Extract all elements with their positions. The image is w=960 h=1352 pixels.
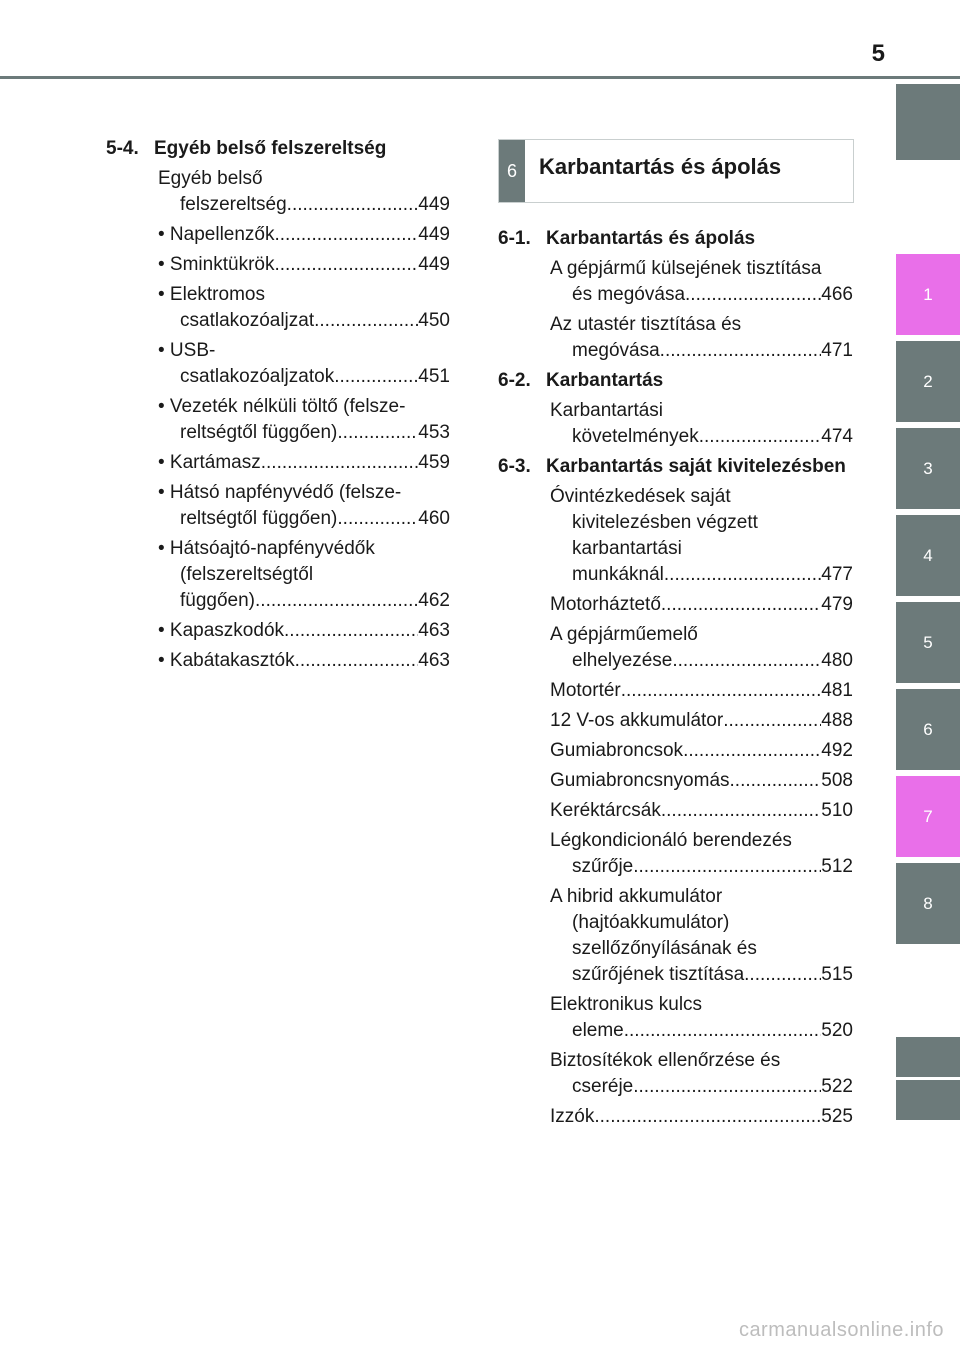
toc-page-number: 479 xyxy=(821,594,853,615)
toc-entry[interactable] xyxy=(106,536,450,614)
toc-entry-text: Keréktárcsák xyxy=(550,800,661,821)
toc-entry-text: eleme xyxy=(572,1020,624,1041)
toc-entry-text: Izzók xyxy=(550,1106,595,1127)
chapter-number: 6 xyxy=(499,140,525,202)
chapter-tab-blank[interactable] xyxy=(896,84,960,160)
toc-entry[interactable] xyxy=(498,768,853,794)
dot-leader xyxy=(699,424,822,450)
toc-entry[interactable] xyxy=(106,166,450,218)
toc-entry-line: • USB- xyxy=(158,340,216,361)
toc-entry-lastline xyxy=(550,282,853,308)
toc-entry-text: követelmények xyxy=(572,426,699,447)
chapter-tab-7[interactable]: 7 xyxy=(896,776,960,857)
section-number: 5-4. xyxy=(106,138,139,159)
section-heading xyxy=(498,226,853,252)
dot-leader xyxy=(633,1074,821,1100)
chapter-tab-6[interactable]: 6 xyxy=(896,689,960,770)
toc-page-number: 459 xyxy=(418,452,450,473)
dot-leader xyxy=(337,506,418,532)
toc-entry[interactable] xyxy=(498,798,853,824)
toc-entry[interactable] xyxy=(498,484,853,588)
toc-page-number: 449 xyxy=(418,254,450,275)
toc-page-number: 508 xyxy=(821,770,853,791)
chapter-tab-blank[interactable] xyxy=(896,1080,960,1120)
toc-entry-text: reltségtől függően) xyxy=(180,508,338,529)
toc-page-number: 481 xyxy=(821,680,853,701)
toc-entry-line: • Elektromos xyxy=(158,284,265,305)
toc-entry-line: (hajtóakkumulátor) xyxy=(572,912,730,933)
toc-entry[interactable] xyxy=(106,222,450,248)
toc-page-number: 449 xyxy=(418,224,450,245)
section-heading xyxy=(498,368,853,394)
section-title: Egyéb belső felszereltség xyxy=(154,138,387,159)
toc-entry-lastline xyxy=(550,768,853,794)
toc-entry-lastline xyxy=(158,420,450,446)
toc-entry-text: Motortér xyxy=(550,680,621,701)
dot-leader xyxy=(624,1018,822,1044)
toc-page-number: 460 xyxy=(418,508,450,529)
toc-entry-lastline xyxy=(158,364,450,390)
toc-entry-text: Gumiabroncsnyomás xyxy=(550,770,730,791)
toc-entry-line: Óvintézkedések saját xyxy=(550,486,731,507)
toc-entry-line: kivitelezésben végzett xyxy=(572,512,758,533)
toc-entry[interactable] xyxy=(106,618,450,644)
header-rule xyxy=(0,76,960,79)
toc-entry-text: függően) xyxy=(180,590,256,611)
toc-entry[interactable] xyxy=(498,312,853,364)
toc-entry[interactable] xyxy=(498,592,853,618)
toc-entry[interactable] xyxy=(498,678,853,704)
toc-page-number: 510 xyxy=(821,800,853,821)
toc-page-number: 480 xyxy=(821,650,853,671)
toc-entry-lastline xyxy=(158,648,450,674)
toc-entry-text: 12 V-os akkumulátor xyxy=(550,710,724,731)
toc-entry-lastline xyxy=(550,738,853,764)
toc-entry-line: karbantartási xyxy=(572,538,682,559)
toc-entry[interactable] xyxy=(106,394,450,446)
toc-entry-line: Egyéb belső xyxy=(158,168,263,189)
toc-entry-lastline xyxy=(550,1018,853,1044)
toc-entry-text: szűrőjének tisztítása xyxy=(572,964,745,985)
toc-entry-text: • Napellenzők xyxy=(158,224,275,245)
toc-page-number: 466 xyxy=(821,284,853,305)
chapter-tab-4[interactable]: 4 xyxy=(896,515,960,596)
toc-entry-text: megóvása xyxy=(572,340,660,361)
toc-entry-text: reltségtől függően) xyxy=(180,422,338,443)
toc-entry-lastline xyxy=(550,708,853,734)
chapter-tab-8[interactable]: 8 xyxy=(896,863,960,944)
toc-entry[interactable] xyxy=(106,252,450,278)
section-title: Karbantartás saját kivitelezésben xyxy=(546,456,846,477)
toc-entry-lastline xyxy=(550,424,853,450)
dot-leader xyxy=(261,450,419,476)
toc-entry-lastline xyxy=(158,222,450,248)
toc-entry-text: szűrője xyxy=(572,856,634,877)
toc-entry[interactable] xyxy=(106,282,450,334)
watermark: carmanualsonline.info xyxy=(738,1319,944,1341)
toc-entry-lastline xyxy=(158,618,450,644)
toc-entry-text: csatlakozóaljzat xyxy=(180,310,315,331)
section-heading xyxy=(106,136,450,162)
toc-entry-text: elhelyezése xyxy=(572,650,673,671)
toc-entry-text: Gumiabroncsok xyxy=(550,740,684,761)
dot-leader xyxy=(337,420,418,446)
section-heading xyxy=(498,454,853,480)
dot-leader xyxy=(284,618,418,644)
toc-page-number: 449 xyxy=(418,194,450,215)
toc-page-number: 463 xyxy=(418,620,450,641)
dot-leader xyxy=(730,768,822,794)
toc-page-number: 450 xyxy=(418,310,450,331)
toc-entry-lastline xyxy=(158,588,450,614)
toc-page-number: 488 xyxy=(821,710,853,731)
section-number: 6-3. xyxy=(498,456,531,477)
toc-entry-text: és megóvása xyxy=(572,284,686,305)
toc-entry[interactable] xyxy=(498,708,853,734)
toc-entry-lastline xyxy=(158,308,450,334)
dot-leader xyxy=(274,252,418,278)
toc-entry-text: • Kartámasz xyxy=(158,452,261,473)
toc-page-number: 522 xyxy=(821,1076,853,1097)
toc-page-number: 512 xyxy=(821,856,853,877)
chapter-tab-3[interactable]: 3 xyxy=(896,428,960,509)
toc-entry-text: csatlakozóaljzatok xyxy=(180,366,335,387)
toc-entry-text: munkáknál xyxy=(572,564,664,585)
toc-entry-line: Elektronikus kulcs xyxy=(550,994,703,1015)
toc-entry-line: A hibrid akkumulátor xyxy=(550,886,723,907)
toc-entry-lastline xyxy=(550,854,853,880)
toc-entry-text: • Kapaszkodók xyxy=(158,620,285,641)
chapter-tab-5[interactable]: 5 xyxy=(896,602,960,683)
toc-entry[interactable] xyxy=(106,480,450,532)
dot-leader xyxy=(664,562,821,588)
toc-entry[interactable] xyxy=(498,828,853,880)
toc-entry-lastline xyxy=(550,338,853,364)
chapter-tab-2[interactable]: 2 xyxy=(896,341,960,422)
toc-entry-line: (felszereltségtől xyxy=(180,564,314,585)
dot-leader xyxy=(660,338,822,364)
dot-leader xyxy=(661,592,821,618)
dot-leader xyxy=(685,282,821,308)
toc-entry-text: cseréje xyxy=(572,1076,634,1097)
toc-entry-text: • Kabátakasztók xyxy=(158,650,295,671)
right-column xyxy=(498,226,853,1134)
toc-entry-lastline xyxy=(550,648,853,674)
toc-entry[interactable] xyxy=(498,738,853,764)
toc-entry[interactable] xyxy=(498,1104,853,1130)
toc-entry-text: • Sminktükrök xyxy=(158,254,275,275)
section-number: 6-1. xyxy=(498,228,531,249)
toc-entry-line: A gépjármű külsejének tisztítása xyxy=(550,258,822,279)
toc-entry-line: A gépjárműemelő xyxy=(550,624,698,645)
section-number: 6-2. xyxy=(498,370,531,391)
toc-entry[interactable] xyxy=(498,884,853,988)
dot-leader xyxy=(744,962,821,988)
toc-entry-line: • Hátsóajtó-napfényvédők xyxy=(158,538,375,559)
toc-entry[interactable] xyxy=(498,398,853,450)
toc-entry-line: • Hátsó napfényvédő (felsze- xyxy=(158,482,402,503)
chapter-header xyxy=(498,139,854,203)
toc-entry-lastline xyxy=(550,962,853,988)
toc-page-number: 492 xyxy=(821,740,853,761)
toc-page-number: 451 xyxy=(418,366,450,387)
toc-entry-lastline xyxy=(158,192,450,218)
chapter-tab-blank[interactable] xyxy=(896,1037,960,1077)
toc-entry[interactable] xyxy=(106,450,450,476)
dot-leader xyxy=(683,738,821,764)
dot-leader xyxy=(287,192,419,218)
page-number: 5 xyxy=(871,40,885,67)
toc-entry-line: • Vezeték nélküli töltő (felsze- xyxy=(158,396,406,417)
dot-leader xyxy=(661,798,821,824)
toc-page-number: 474 xyxy=(821,426,853,447)
toc-page-number: 477 xyxy=(821,564,853,585)
toc-entry-text: Motorháztető xyxy=(550,594,661,615)
toc-page-number: 462 xyxy=(418,590,450,611)
toc-page-number: 471 xyxy=(821,340,853,361)
dot-leader xyxy=(334,364,418,390)
section-title: Karbantartás xyxy=(546,370,664,391)
toc-entry[interactable] xyxy=(498,992,853,1044)
toc-entry-lastline xyxy=(550,1104,853,1130)
toc-entry-lastline xyxy=(550,562,853,588)
section-title: Karbantartás és ápolás xyxy=(546,228,756,249)
dot-leader xyxy=(275,222,419,248)
toc-entry-line: szellőzőnyílásának és xyxy=(572,938,757,959)
toc-entry-line: Karbantartási xyxy=(550,400,664,421)
dot-leader xyxy=(255,588,418,614)
toc-page-number: 520 xyxy=(821,1020,853,1041)
toc-entry-text: felszereltség xyxy=(180,194,287,215)
dot-leader xyxy=(723,708,821,734)
toc-entry[interactable] xyxy=(498,256,853,308)
dot-leader xyxy=(633,854,821,880)
chapter-tab-1[interactable]: 1 xyxy=(896,254,960,335)
left-column xyxy=(106,136,450,678)
toc-entry-lastline xyxy=(158,252,450,278)
toc-entry-lastline xyxy=(550,798,853,824)
dot-leader xyxy=(621,678,822,704)
dot-leader xyxy=(672,648,821,674)
toc-page-number: 515 xyxy=(821,964,853,985)
dot-leader xyxy=(594,1104,821,1130)
toc-entry-line: Légkondicionáló berendezés xyxy=(550,830,792,851)
toc-entry-lastline xyxy=(158,450,450,476)
toc-page-number: 453 xyxy=(418,422,450,443)
toc-entry[interactable] xyxy=(106,648,450,674)
toc-entry[interactable] xyxy=(498,622,853,674)
chapter-title: Karbantartás és ápolás xyxy=(539,154,782,179)
toc-page-number: 463 xyxy=(418,650,450,671)
toc-entry-lastline xyxy=(550,678,853,704)
toc-page-number: 525 xyxy=(821,1106,853,1127)
dot-leader xyxy=(314,308,418,334)
toc-entry-line: Biztosítékok ellenőrzése és xyxy=(550,1050,781,1071)
toc-entry-lastline xyxy=(550,592,853,618)
toc-entry[interactable] xyxy=(106,338,450,390)
toc-entry[interactable] xyxy=(498,1048,853,1100)
toc-entry-line: Az utastér tisztítása és xyxy=(550,314,742,335)
dot-leader xyxy=(295,648,419,674)
toc-entry-lastline xyxy=(158,506,450,532)
toc-entry-lastline xyxy=(550,1074,853,1100)
